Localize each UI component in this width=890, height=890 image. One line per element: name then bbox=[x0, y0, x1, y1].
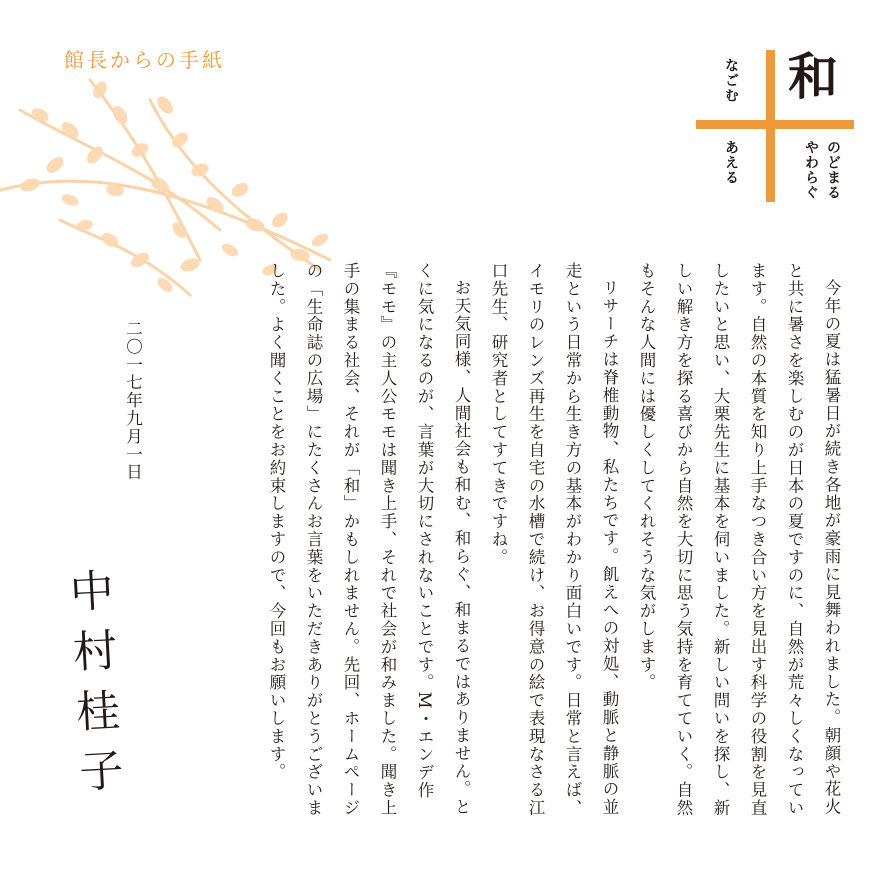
letter-body bbox=[190, 262, 850, 832]
emblem-word-aeru: あえる bbox=[723, 140, 739, 185]
page-title: 館長からの手紙 bbox=[64, 48, 225, 72]
emblem-word-nagomu: なごむ bbox=[723, 58, 739, 103]
emblem-kanji: 和 bbox=[788, 47, 838, 106]
handwritten-signature: 中村桂子 bbox=[60, 566, 125, 810]
emblem-word-nodomaru: のどまる bbox=[825, 140, 841, 200]
letter-paragraph: 今年の夏は猛暑日が続き各地が豪雨に見舞われました。朝顔や花火と共に暑さを楽しむのが日本の夏ですのに、自然が荒々しくなっています。自然の本質を知り上手なつき合い方を見出す科学の役割を見直したいと思い、大栗先生に基本を伺いました。新しい問いを探し、新しい解き方を探る喜びから自然を大切に思う気持を育てていく。自然もそんな人間には優しくしてくれそうな気がします。 bbox=[637, 262, 841, 817]
emblem-cross-horizontal bbox=[696, 120, 854, 129]
emblem-word-yawaragu: やわらぐ bbox=[803, 140, 819, 200]
letter-paragraph: お天気同様、人間社会も和む、和らぐ、和まるではありません。とくに気になるのが、言葉が大切にされないことです。M・エンデ作『モモ』の主人公モモは聞き上手、それで社会が和みました。聞き上手の集まる社会、それが「和」かもしれません。先回、ホームページの「生命誌の広場」にたくさんお言葉をいただきありがとうございました。よく聞くことをお約束しますので、今回もお願いします。 bbox=[267, 262, 471, 817]
letter-paragraph: リサーチは脊椎動物、私たちです。飢えへの対処、動脈と静脈の並走という日常から生き方の基本がわかり面白いです。日常と言えば、イモリのレンズ再生を自宅の水槽で続け、お得意の絵で表現なさる江口先生、研究者としてすてきですね。 bbox=[489, 262, 619, 817]
wa-emblem bbox=[696, 44, 856, 204]
letter-date: 二〇一七年九月一日 bbox=[123, 320, 143, 482]
